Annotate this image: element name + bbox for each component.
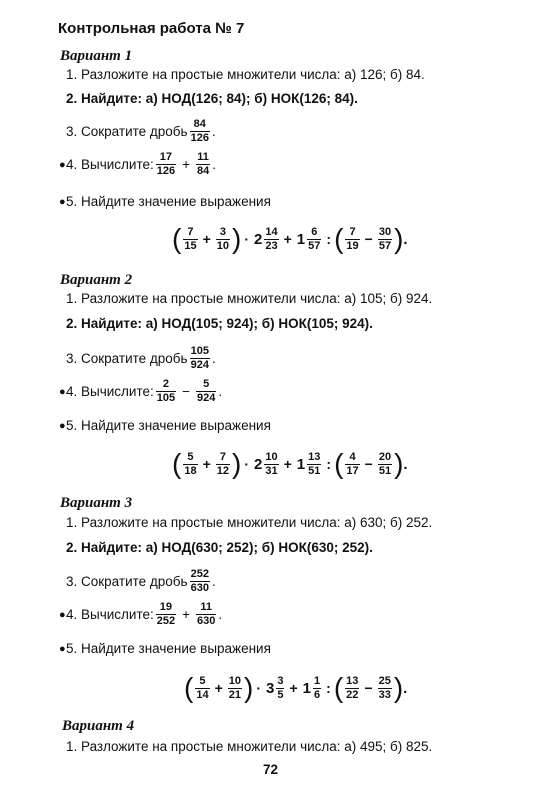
numerator: 7	[349, 225, 356, 238]
denominator: 57	[308, 239, 321, 252]
bullet-dot: ●	[59, 642, 66, 655]
denominator: 33	[378, 688, 391, 701]
task-1: 1. Разложите на простые множители числа: а) 630; б) 252.	[66, 515, 433, 530]
multiply-sign: ·	[244, 231, 250, 247]
fraction	[264, 451, 278, 478]
denominator: 924	[197, 392, 216, 404]
operator: +	[182, 157, 190, 172]
numerator: 3	[277, 674, 284, 687]
task-5	[59, 641, 271, 656]
fraction	[195, 675, 209, 702]
task-2: 2. Найдите: а) НОД(126; 84); б) НОК(126; 84).	[66, 91, 358, 106]
fraction	[190, 345, 210, 372]
task-1: 1. Разложите на простые множители числа: а) 126; б) 84.	[66, 67, 425, 82]
denominator: 252	[156, 615, 176, 627]
whole-part: 1	[296, 230, 306, 248]
whole-part: 1	[296, 455, 306, 473]
fraction	[196, 151, 210, 178]
numerator: 17	[159, 151, 173, 163]
denominator: 21	[228, 688, 242, 701]
denominator: 57	[378, 239, 392, 252]
expression	[184, 674, 407, 702]
numerator: 5	[187, 450, 194, 463]
operator: −	[182, 384, 190, 399]
fraction	[264, 226, 278, 253]
denominator: 924	[190, 359, 209, 371]
denominator: 51	[308, 464, 321, 477]
task-2: 2. Найдите: а) НОД(105; 924); б) НОК(105; 924).	[66, 316, 373, 331]
task-5	[59, 194, 271, 209]
fraction	[345, 675, 359, 702]
open-paren: (	[333, 672, 344, 703]
numerator: 7	[219, 450, 226, 463]
task-3-text: 3. Сократите дробь	[66, 124, 188, 139]
task-3	[66, 568, 216, 595]
task-5	[59, 418, 271, 433]
variant-heading: Вариант 3	[60, 495, 133, 511]
fraction	[196, 601, 216, 628]
numerator: 25	[378, 674, 391, 687]
operator: +	[214, 680, 223, 696]
open-paren: (	[334, 223, 344, 254]
multiply-sign: ·	[244, 456, 250, 472]
numerator: 105	[190, 345, 209, 357]
page-title: Контрольная работа № 7	[58, 20, 245, 37]
numerator: 30	[378, 225, 392, 238]
numerator: 2	[162, 378, 169, 390]
denominator: 51	[378, 464, 392, 477]
denominator: 5	[277, 688, 284, 701]
task-3-text: 3. Сократите дробь	[66, 574, 188, 589]
bullet-dot: ●	[59, 195, 66, 208]
denominator: 15	[184, 239, 197, 252]
task-4	[59, 601, 223, 628]
bullet-dot: ●	[59, 158, 66, 171]
numerator: 13	[308, 450, 321, 463]
operator: +	[202, 456, 211, 472]
denominator: 126	[156, 165, 176, 177]
open-paren: (	[172, 448, 182, 479]
fraction	[216, 451, 230, 478]
fraction	[307, 226, 321, 253]
fraction	[307, 451, 321, 478]
fraction	[378, 226, 392, 253]
operator: +	[182, 607, 190, 622]
numerator: 252	[190, 568, 209, 580]
task-3-text: 3. Сократите дробь	[66, 351, 188, 366]
fraction	[345, 226, 359, 253]
fraction	[156, 151, 176, 178]
denominator: 17	[346, 464, 359, 477]
denominator: 630	[197, 615, 216, 627]
variant-heading: Вариант 4	[62, 718, 135, 734]
fraction	[345, 451, 359, 478]
denominator: 18	[184, 464, 197, 477]
expression	[172, 450, 408, 478]
fraction	[378, 451, 392, 478]
denominator: 10	[216, 239, 230, 252]
fraction	[190, 568, 210, 595]
period: .	[403, 230, 408, 248]
operator: −	[364, 231, 373, 247]
close-paren: )	[393, 672, 404, 703]
task-4-text: 4. Вычислите:	[66, 157, 154, 172]
multiply-sign: ·	[256, 680, 262, 696]
period: .	[211, 351, 216, 366]
numerator: 11	[197, 151, 209, 163]
numerator: 11	[200, 601, 212, 613]
page-number: 72	[263, 762, 279, 777]
bullet-dot: ●	[59, 419, 66, 432]
numerator: 3	[219, 225, 226, 238]
numerator: 6	[311, 225, 318, 238]
numerator: 7	[187, 225, 194, 238]
divide-sign: :	[326, 456, 332, 472]
whole-part: 3	[266, 679, 275, 697]
operator: +	[283, 456, 292, 472]
operator: +	[289, 680, 298, 696]
open-paren: (	[334, 448, 344, 479]
fraction	[196, 378, 216, 405]
task-5-text: 5. Найдите значение выражения	[66, 194, 271, 209]
task-4	[59, 151, 217, 178]
period: .	[218, 384, 223, 399]
numerator: 10	[228, 674, 242, 687]
numerator: 84	[193, 118, 206, 130]
period: .	[211, 574, 216, 589]
bullet-dot: ●	[59, 385, 66, 398]
period: .	[218, 607, 223, 622]
close-paren: )	[232, 223, 242, 254]
open-paren: (	[172, 223, 182, 254]
whole-part: 2	[254, 230, 263, 248]
denominator: 22	[346, 688, 359, 701]
denominator: 31	[265, 464, 278, 477]
fraction	[378, 675, 392, 702]
denominator: 126	[190, 132, 209, 144]
operator: +	[283, 231, 292, 247]
denominator: 14	[196, 688, 209, 701]
numerator: 19	[159, 601, 173, 613]
fraction	[313, 675, 321, 702]
task-1: 1. Разложите на простые множители числа: а) 495; б) 825.	[66, 739, 433, 754]
task-4-text: 4. Вычислите:	[66, 607, 154, 622]
task-5-text: 5. Найдите значение выражения	[66, 641, 271, 656]
operator: −	[364, 680, 373, 696]
numerator: 13	[346, 674, 359, 687]
close-paren: )	[394, 448, 404, 479]
denominator: 23	[265, 239, 278, 252]
task-1: 1. Разложите на простые множители числа: а) 105; б) 924.	[66, 291, 433, 306]
divide-sign: :	[326, 680, 331, 696]
numerator: 5	[203, 378, 210, 390]
task-4	[59, 378, 223, 405]
fraction	[183, 226, 197, 253]
fraction	[190, 118, 210, 145]
fraction	[216, 226, 230, 253]
task-4-text: 4. Вычислите:	[66, 384, 154, 399]
operator: −	[364, 456, 373, 472]
period: .	[403, 679, 408, 697]
denominator: 6	[314, 688, 321, 701]
close-paren: )	[244, 672, 254, 703]
fraction	[156, 378, 176, 405]
variant-heading: Вариант 1	[60, 48, 133, 64]
task-5-text: 5. Найдите значение выражения	[66, 418, 271, 433]
period: .	[212, 157, 217, 172]
whole-part: 2	[254, 455, 263, 473]
divide-sign: :	[326, 231, 332, 247]
open-paren: (	[184, 672, 194, 703]
numerator: 20	[378, 450, 392, 463]
fraction	[183, 451, 197, 478]
denominator: 12	[216, 464, 230, 477]
close-paren: )	[232, 448, 242, 479]
numerator: 1	[314, 674, 321, 687]
task-3	[66, 118, 216, 145]
denominator: 84	[197, 165, 210, 177]
whole-part: 1	[302, 679, 312, 697]
denominator: 105	[156, 392, 176, 404]
period: .	[211, 124, 216, 139]
fraction	[156, 601, 176, 628]
numerator: 14	[265, 225, 278, 238]
denominator: 19	[346, 239, 359, 252]
period: .	[403, 455, 408, 473]
fraction	[228, 675, 242, 702]
numerator: 5	[199, 674, 206, 687]
variant-heading: Вариант 2	[60, 272, 133, 288]
numerator: 10	[265, 450, 278, 463]
expression	[172, 225, 408, 253]
task-2: 2. Найдите: а) НОД(630; 252); б) НОК(630; 252).	[66, 540, 373, 555]
close-paren: )	[394, 223, 404, 254]
fraction	[276, 675, 284, 702]
task-3	[66, 345, 216, 372]
operator: +	[202, 231, 211, 247]
bullet-dot: ●	[59, 608, 66, 621]
numerator: 4	[349, 450, 356, 463]
denominator: 630	[190, 582, 209, 594]
